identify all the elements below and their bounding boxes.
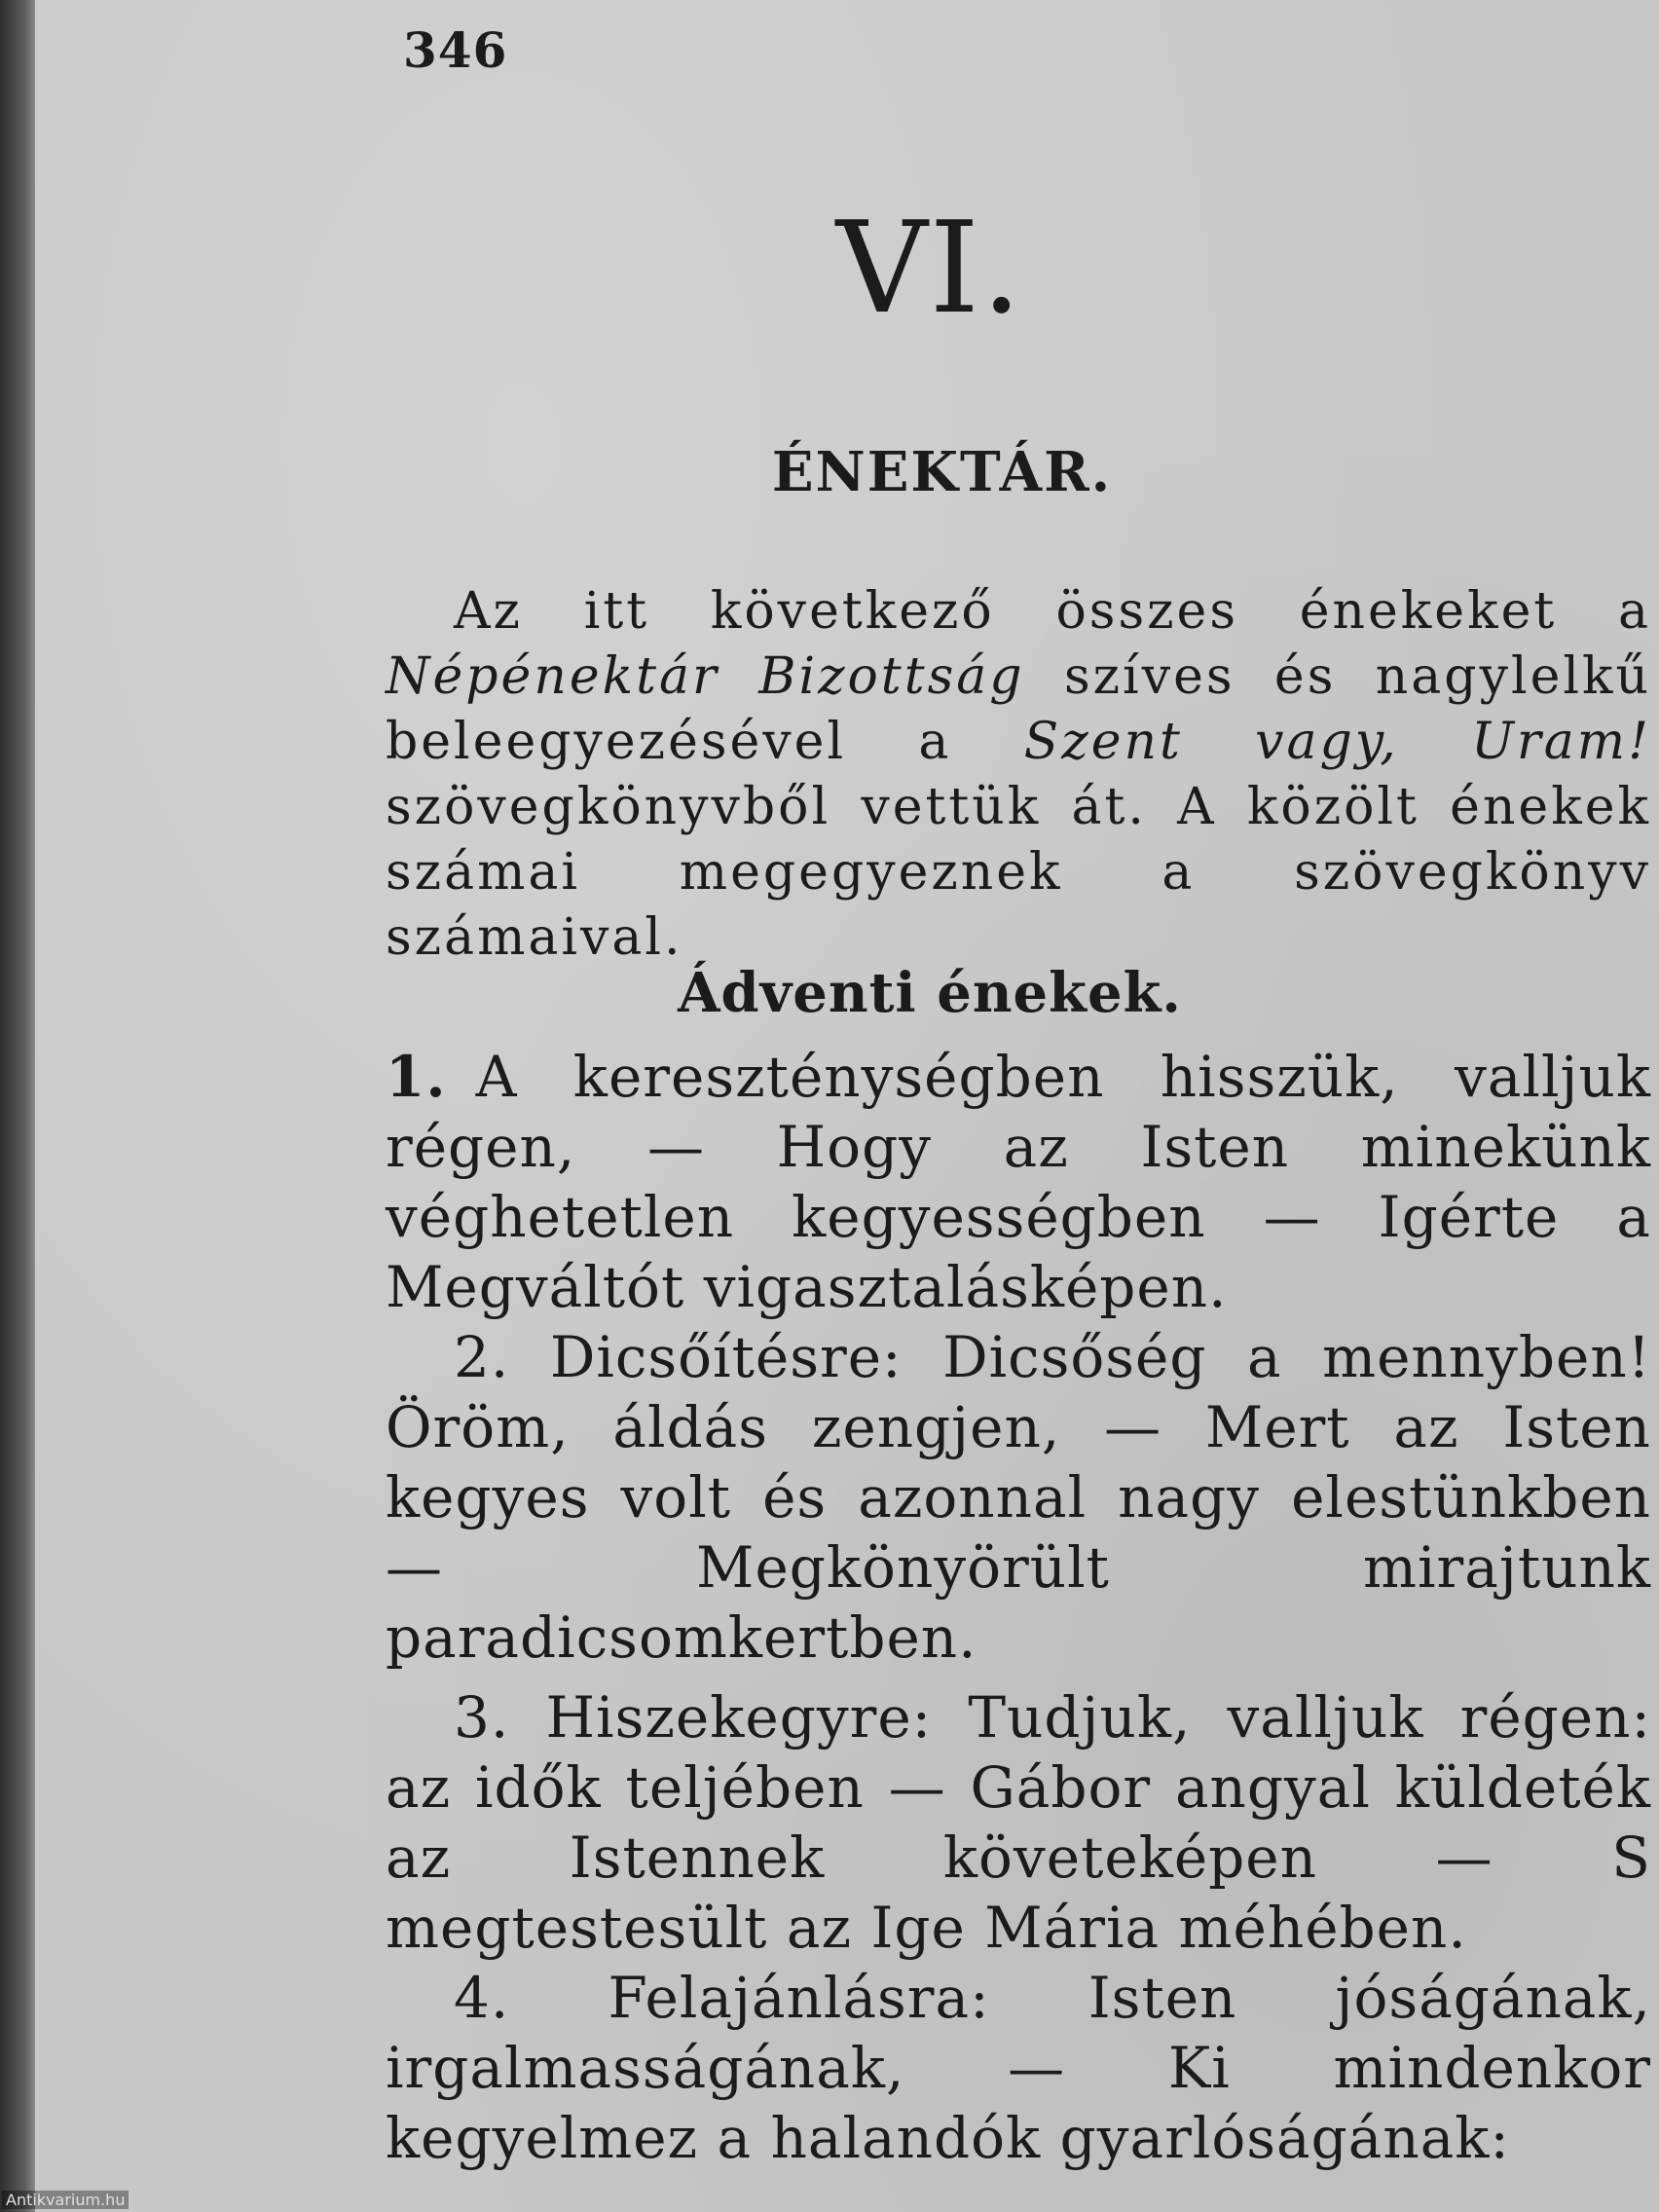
intro-italic-2: Szent vagy, Uram! bbox=[1023, 713, 1651, 771]
intro-text-3: szövegkönyvből vettük át. A közölt énekek számai megegyeznek a szövegkönyv számaival. bbox=[386, 778, 1651, 967]
section-title: ÉNEKTÁR. bbox=[771, 440, 1113, 504]
intro-italic-1: Népénektár Bizottság bbox=[386, 647, 1025, 706]
verse-3: 3. Hiszekegyre: Tudjuk, valljuk régen: az idők teljében — Gábor angyal küldeték az Istennek követeképen — S megtestesült az Ige Mária méhében. bbox=[386, 1684, 1651, 1961]
book-page bbox=[35, 0, 1659, 2212]
advent-songs-heading: Ádventi énekek. bbox=[678, 961, 1182, 1025]
song-1 bbox=[386, 1042, 1651, 2173]
page-number: 346 bbox=[403, 21, 508, 79]
intro-text-1: Az itt következő összes énekeket a bbox=[454, 582, 1651, 641]
verse-1 bbox=[386, 1042, 1651, 1322]
verse-text: A kereszténységben hisszük, valljuk régen, — Hogy az Isten minekünk véghetetlen kegyességben — Igérte a Megváltót vigasztalásképen. bbox=[386, 1044, 1651, 1320]
chapter-number: VI. bbox=[835, 194, 1024, 342]
intro-text-2: szíves és nagylelkű beleegyezésével a bbox=[386, 647, 1651, 771]
song-number: 1. bbox=[386, 1044, 447, 1110]
watermark: Antikvarium.hu bbox=[2, 2191, 129, 2209]
book-edge bbox=[0, 0, 35, 2212]
verse-2: 2. Dicsőítésre: Dicsőség a mennyben! Öröm, áldás zengjen, — Mert az Isten kegyes volt és azonnal nagy elestünkben — Megkönyörült mirajtunk paradicsomkertben. bbox=[386, 1324, 1651, 1671]
verse-4: 4. Felajánlásra: Isten jóságának, irgalmasságának, — Ki mindenkor kegyelmez a halandók gyarlóságának: bbox=[386, 1965, 1651, 2171]
intro-paragraph bbox=[386, 579, 1651, 971]
